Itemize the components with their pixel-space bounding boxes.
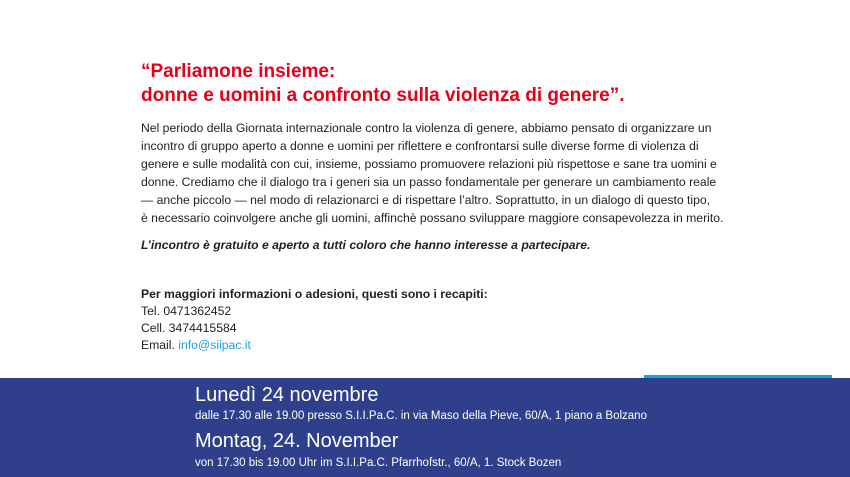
description-line: Nel periodo della Giornata internazionale contro la violenza di genere, abbiamo pensato di organizzare un (141, 121, 712, 135)
description-line: incontro di gruppo aperto a donne e uomini per riflettere e confrontarsi sulle diverse forme di violenza di (141, 139, 699, 153)
contact-cell: Cell. 3474415584 (141, 321, 237, 335)
footer-accent-bar (644, 375, 832, 378)
free-entry-note: L’incontro è gratuito e aperto a tutti coloro che hanno interesse a partecipare. (141, 238, 591, 252)
event-location-de: von 17.30 bis 19.00 Uhr im S.I.I.Pa.C. Pfarrhofstr., 60/A, 1. Stock Bozen (195, 457, 562, 469)
contact-email-label: Email. (141, 338, 179, 352)
description-paragraph (141, 119, 741, 227)
title-line-1: “Parliamone insieme: (141, 61, 336, 82)
event-footer-banner (0, 378, 850, 477)
description-line: genere e sulle modalità con cui, insieme, possiamo promuovere relazioni più rispettose e sane tra uomini e (141, 157, 717, 171)
contact-tel: Tel. 0471362452 (141, 304, 232, 318)
description-line: — anche piccolo — nel modo di relazionarci e di rispettare l’altro. Soprattutto, in un dialogo di questo tipo, (141, 193, 711, 207)
event-date-it: Lunedì 24 novembre (195, 384, 379, 406)
contact-email-row (141, 337, 741, 354)
contact-info (141, 286, 741, 354)
event-location-it: dalle 17.30 alle 19.00 presso S.I.I.Pa.C. in via Maso della Pieve, 60/A, 1 piano a Bolzano (195, 410, 647, 422)
flyer-title (141, 60, 741, 108)
email-link[interactable]: info@siipac.it (178, 338, 251, 352)
event-date-de: Montag, 24. November (195, 430, 399, 452)
description-line: è necessario coinvolgere anche gli uomini, affinchè possano sviluppare maggiore consapevolezza in merito. (141, 211, 724, 225)
description-line: donne. Crediamo che il dialogo tra i generi sia un passo fondamentale per generare un cambiamento reale (141, 175, 717, 189)
contact-heading: Per maggiori informazioni o adesioni, questi sono i recapiti: (141, 287, 488, 301)
title-line-2: donne e uomini a confronto sulla violenza di genere”. (141, 85, 625, 106)
